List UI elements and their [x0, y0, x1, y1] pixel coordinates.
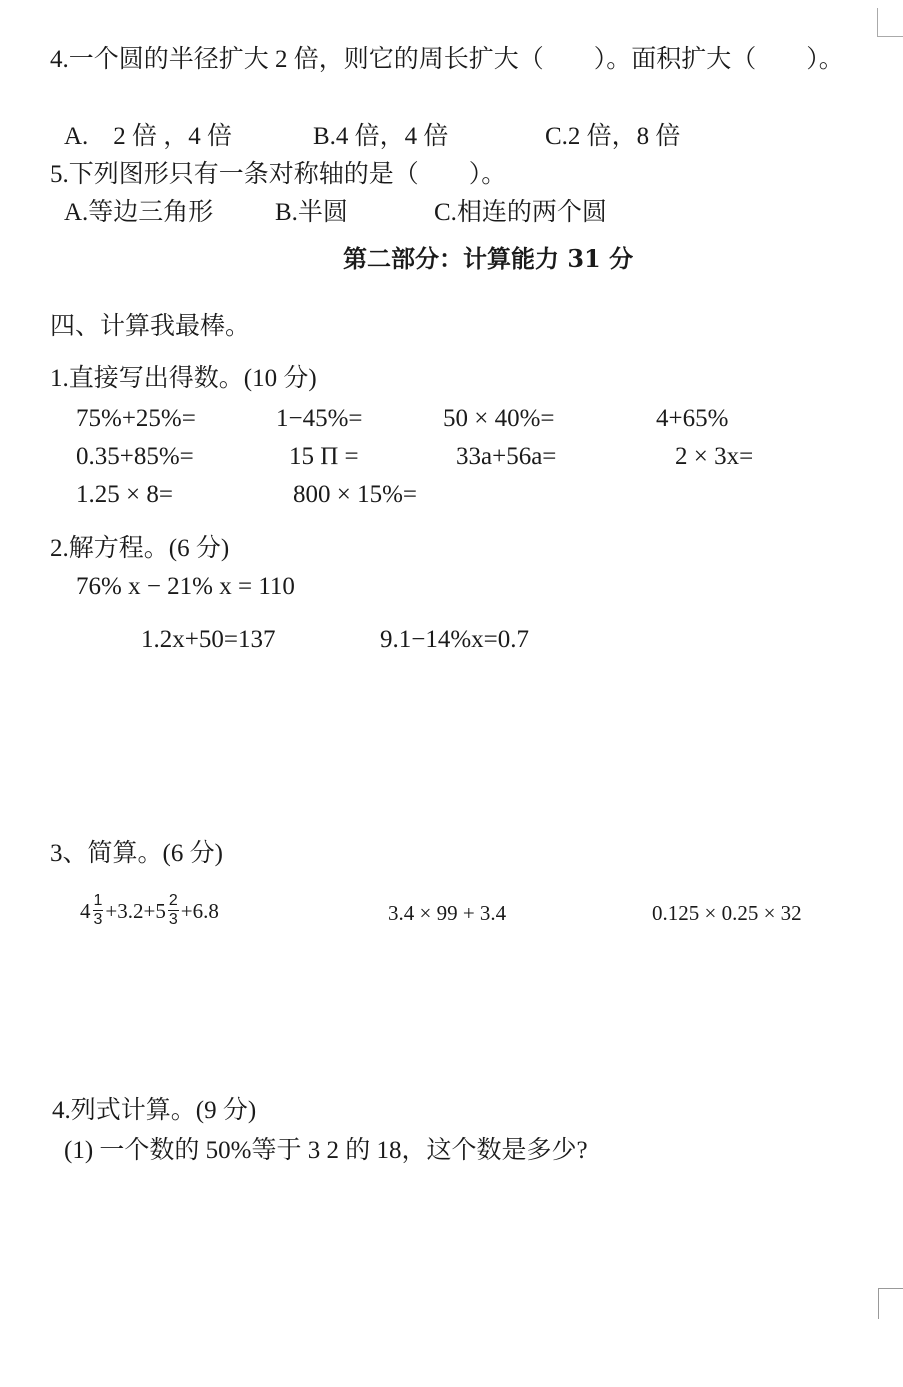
- section-4-heading: 四、计算我最棒。: [50, 313, 251, 340]
- fraction-1: $\frac{1}{3}$: [93, 892, 103, 928]
- mixed-whole-1: 4: [80, 898, 91, 923]
- q3-title: 3、简算。(6 分): [50, 840, 223, 867]
- q1-expr-r3c2: 800 × 15%=: [293, 481, 418, 508]
- q3-expression-1: [80, 892, 219, 929]
- q4-option-a: A. 2 倍 ，4 倍: [64, 123, 233, 150]
- q4-item-1: (1) 一个数的 50%等于 3 2 的 18，这个数是多少?: [64, 1137, 588, 1164]
- q1-expr-r2c3: 33a+56a=: [456, 443, 557, 470]
- expr-tail: +6.8: [180, 898, 219, 923]
- q1-expr-r3c1: 1.25 × 8=: [76, 481, 173, 508]
- part-2-title: 第二部分：计算能力 31 分: [343, 244, 634, 273]
- q1-expr-r1c1: 75%+25%=: [76, 405, 196, 432]
- q4-option-b: B.4 倍，4 倍: [313, 123, 449, 150]
- question-5-choice: 5.下列图形只有一条对称轴的是（ ）。: [50, 161, 507, 188]
- q1-title: 1.直接写出得数。(10 分): [50, 365, 317, 392]
- q2-equation-2: 1.2x+50=137: [141, 626, 276, 653]
- q1-expr-r2c4: 2 × 3x=: [675, 443, 754, 470]
- q5-option-c: C.相连的两个圆: [434, 199, 607, 226]
- q3-expression-3: 0.125 × 0.25 × 32: [652, 901, 802, 925]
- q2-equation-3: 9.1−14%x=0.7: [380, 626, 530, 653]
- q1-expr-r2c1: 0.35+85%=: [76, 443, 194, 470]
- fraction-2: $\frac{2}{3}$: [168, 892, 178, 928]
- q2-title: 2.解方程。(6 分): [50, 535, 230, 562]
- question-4-choice: 4.一个圆的半径扩大 2 倍，则它的周长扩大（ ）。面积扩大（ ）。: [50, 46, 844, 73]
- expr-middle: +3.2+5: [105, 898, 166, 923]
- page-corner-mark-bottom: [878, 1288, 903, 1319]
- q1-expr-r2c2: 15 Π =: [289, 443, 359, 470]
- q5-option-a: A.等边三角形: [64, 199, 214, 226]
- q4-title: 4.列式计算。(9 分): [52, 1097, 257, 1124]
- q4-option-c: C.2 倍，8 倍: [545, 123, 681, 150]
- q2-equation-1: 76% x − 21% x = 110: [76, 573, 295, 600]
- q1-expr-r1c3: 50 × 40%=: [443, 405, 555, 432]
- page-corner-mark-top: [877, 8, 903, 37]
- q1-expr-r1c2: 1−45%=: [276, 405, 363, 432]
- q5-option-b: B.半圆: [275, 199, 348, 226]
- q1-expr-r1c4: 4+65%: [656, 405, 729, 432]
- q3-expression-2: 3.4 × 99 + 3.4: [388, 901, 507, 925]
